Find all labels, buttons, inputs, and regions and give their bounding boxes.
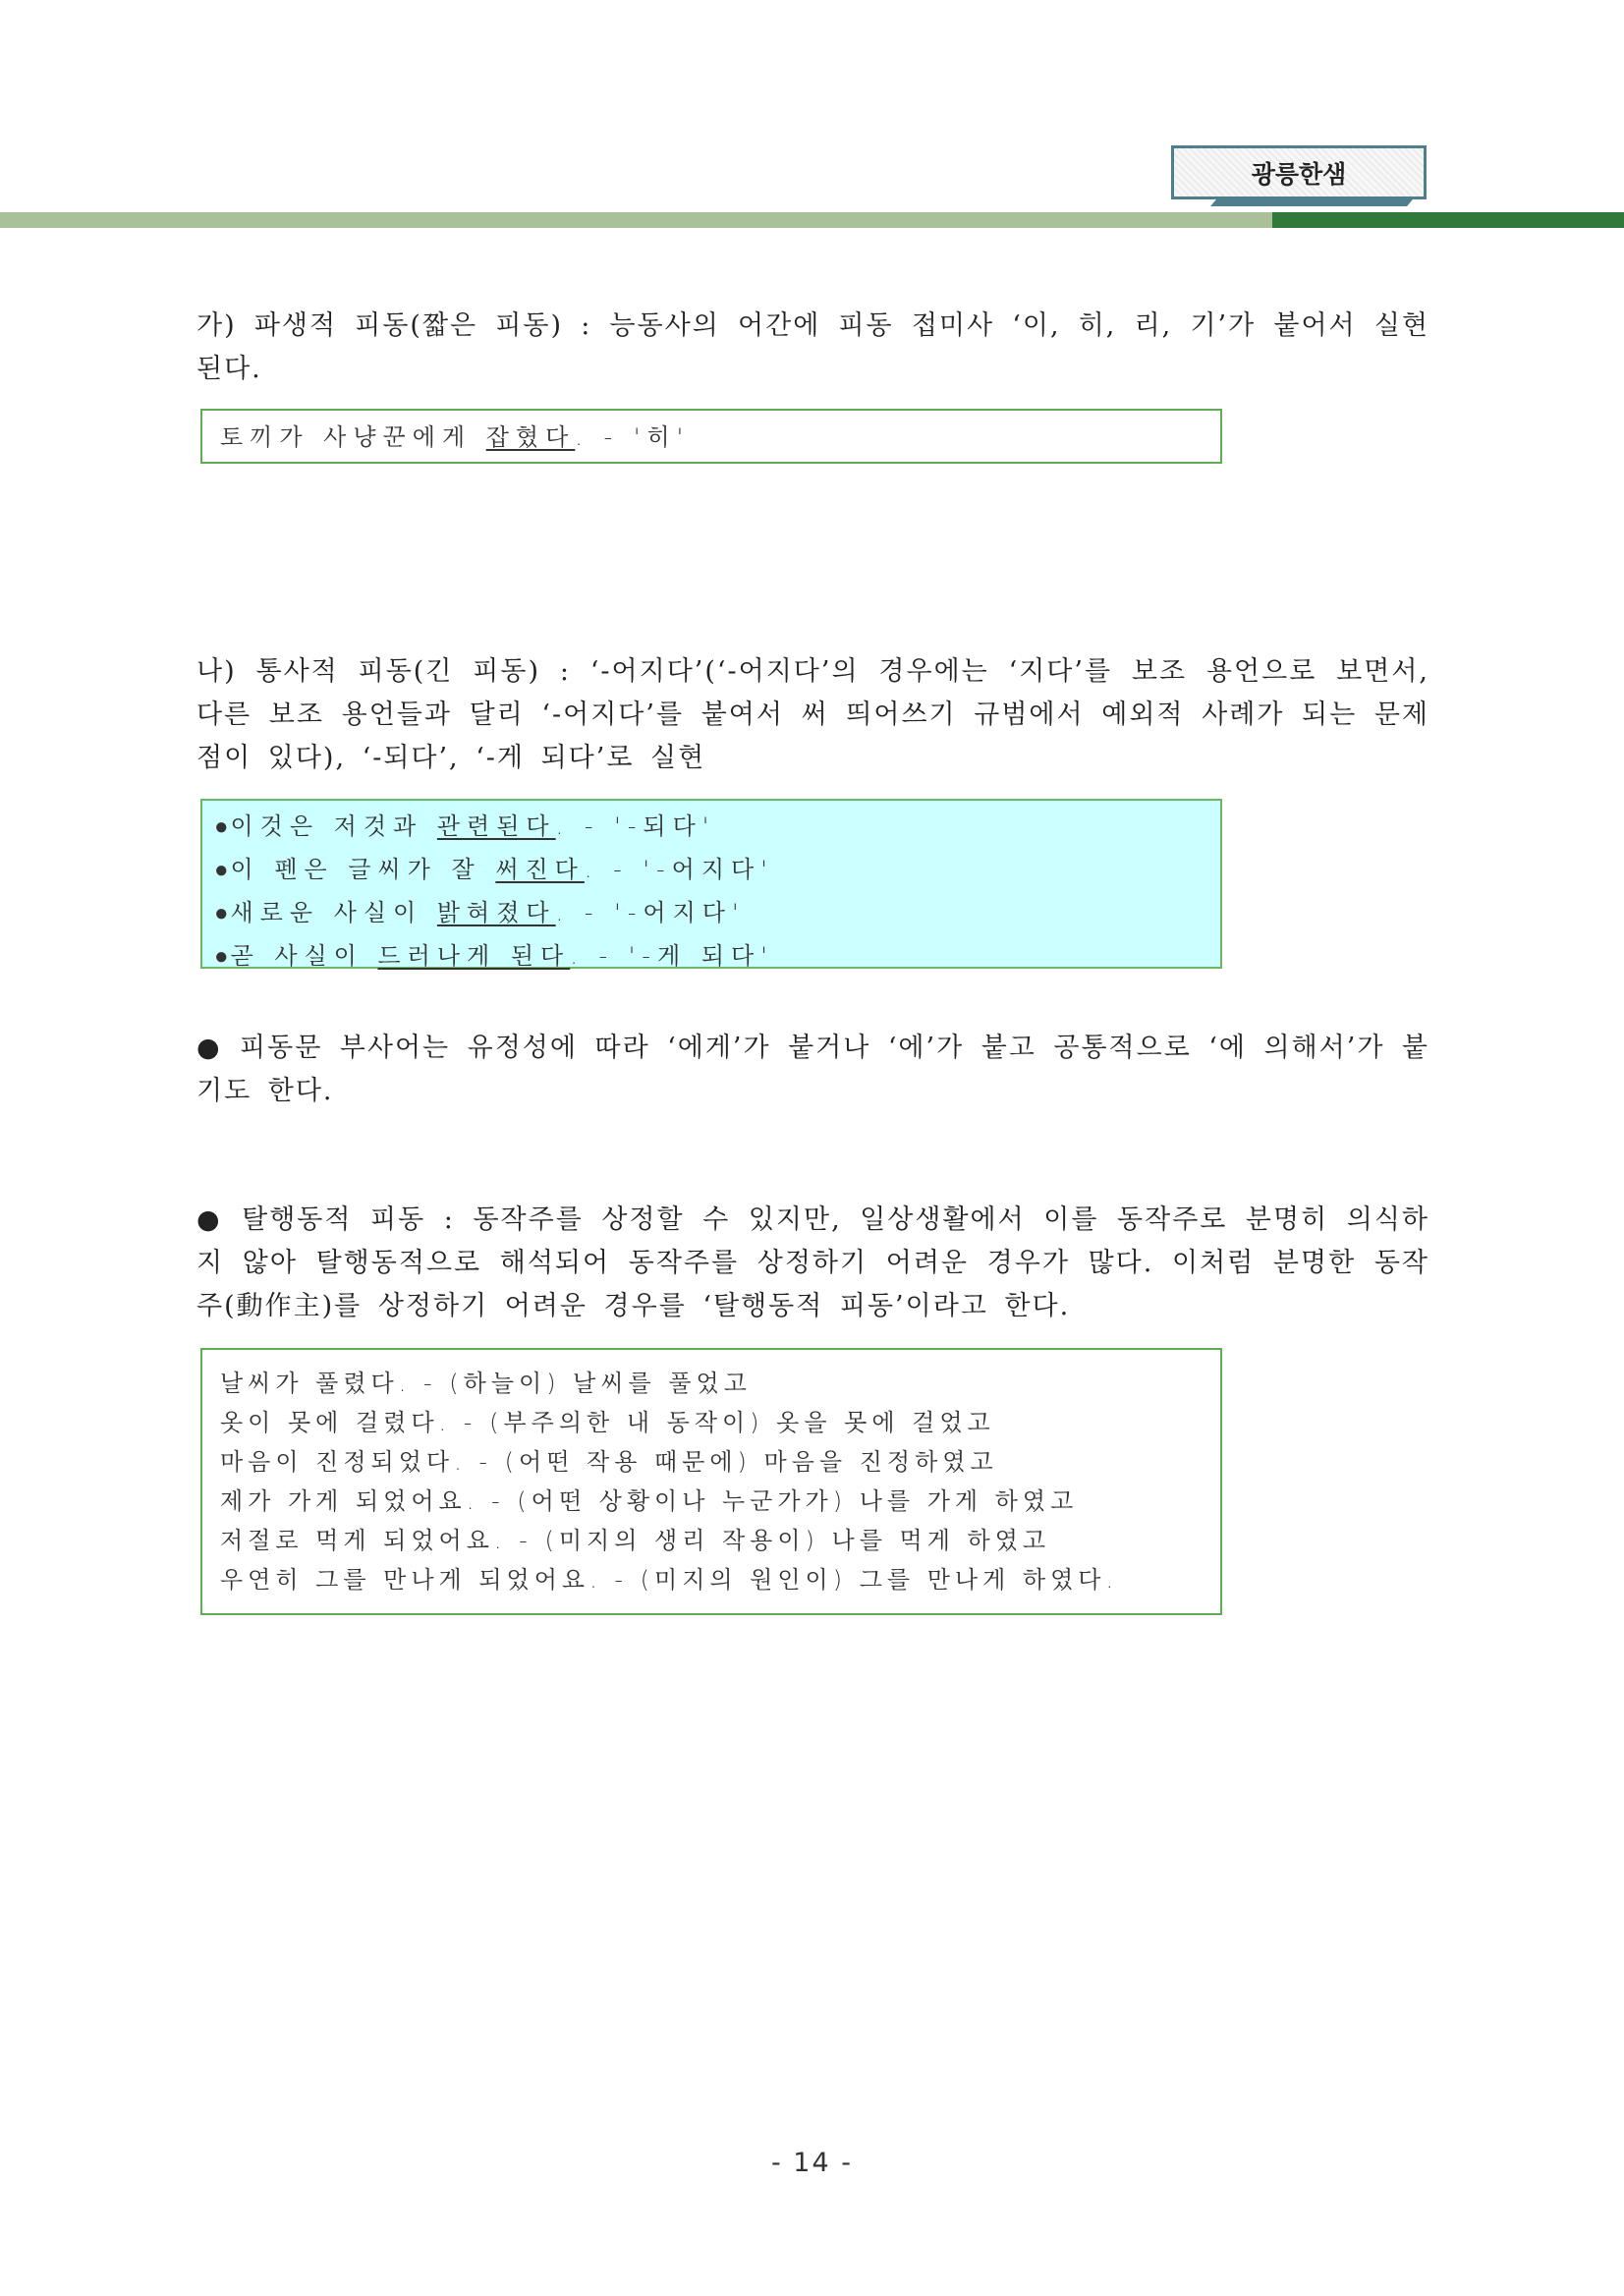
- example-line: 날씨가 풀렸다. - (하늘이) 날씨를 풀었고: [220, 1370, 752, 1397]
- example-text: 이 펜은 글씨가 잘: [230, 856, 496, 883]
- bullet-icon: ●: [214, 899, 229, 926]
- section-b-example-box: [200, 799, 1222, 969]
- example-line: [214, 805, 1208, 848]
- example-suffix: . - '히': [575, 423, 691, 451]
- section-a-example-box: [200, 409, 1222, 464]
- example-text: 새로운 사실이: [230, 899, 437, 926]
- bullet-icon: ●: [196, 1033, 221, 1063]
- example-underlined: 밝혀졌다: [436, 899, 556, 926]
- example-line: 저절로 먹게 되었어요. - (미지의 생리 작용이) 나를 먹게 하였고: [220, 1527, 1051, 1554]
- bullet-icon: ●: [196, 1204, 222, 1235]
- agentless-example-box: [200, 1348, 1222, 1615]
- example-suffix: . - '-어지다': [555, 899, 746, 926]
- example-text: 곧 사실이: [230, 942, 378, 970]
- example-underlined: 써진다: [495, 856, 585, 883]
- example-line: 우연히 그를 만나게 되었어요. - (미지의 원인이) 그를 만나게 하였다.: [220, 1566, 1119, 1594]
- example-line: [214, 891, 1208, 934]
- note-agentless: [196, 1199, 1429, 1328]
- example-suffix: . - '-어지다': [584, 856, 774, 883]
- header-bar-dark: [1272, 212, 1624, 228]
- example-suffix: . - '-되다': [555, 812, 716, 840]
- example-underlined: 잡혔다: [485, 423, 576, 451]
- header-tag: [1171, 145, 1427, 199]
- header-tag-label: 광릉한샘: [1251, 159, 1347, 189]
- example-line: [220, 419, 1203, 456]
- section-a-text: 가) 파생적 피동(짧은 피동) : 능동사의 어간에 피동 접미사 ‘이, 히, 리, 기’가 붙어서 실현 된다.: [196, 310, 1429, 384]
- section-b-text: 나) 통사적 피동(긴 피동) : ‘-어지다’(‘-어지다’의 경우에는 ‘지다’를 보조 용언으로 보면서, 다른 보조 용언들과 달리 ‘-어지다’를 붙여서 써 띄어쓰기 규범에서 예외적 사례가 되는 문제점이 있다), ‘-되다’, ‘-게 되다’로 실현: [196, 656, 1429, 773]
- example-line: 옷이 못에 걸렸다. - (부주의한 내 동작이) 옷을 못에 걸었고: [220, 1409, 995, 1436]
- note-agentless-text: 탈행동적 피동 : 동작주를 상정할 수 있지만, 일상생활에서 이를 동작주로 분명히 의식하지 않아 탈행동적으로 해석되어 동작주를 상정하기 어려운 경우가 많다. 이처럼 분명한 동작주(動作主)를 상정하기 어려운 경우를 ‘탈행동적 피동’이라고 한다.: [196, 1204, 1429, 1321]
- bullet-icon: ●: [214, 942, 229, 970]
- example-suffix: . - '-게 되다': [570, 942, 774, 970]
- example-text: 토끼가 사냥꾼에게: [220, 423, 486, 451]
- example-underlined: 드러나게 된다: [377, 942, 571, 970]
- header-bar-light: [0, 212, 1272, 228]
- example-text: 이것은 저것과: [230, 812, 437, 840]
- example-line: 제가 가게 되었어요. - (어떤 상황이나 누군가가) 나를 가게 하였고: [220, 1487, 1079, 1515]
- example-line: 마음이 진정되었다. - (어떤 작용 때문에) 마음을 진정하였고: [220, 1448, 998, 1476]
- example-underlined: 관련된다: [436, 812, 556, 840]
- note-adverb-text: 피동문 부사어는 유정성에 따라 ‘에게’가 붙거나 ‘에’가 붙고 공통적으로 ‘에 의해서’가 붙기도 한다.: [196, 1033, 1429, 1106]
- note-adverb: [196, 1027, 1429, 1113]
- bullet-icon: ●: [214, 856, 229, 883]
- example-line: [214, 934, 1208, 978]
- page-number: - 14 -: [770, 2148, 853, 2178]
- example-line: [214, 848, 1208, 891]
- bullet-icon: ●: [214, 812, 229, 840]
